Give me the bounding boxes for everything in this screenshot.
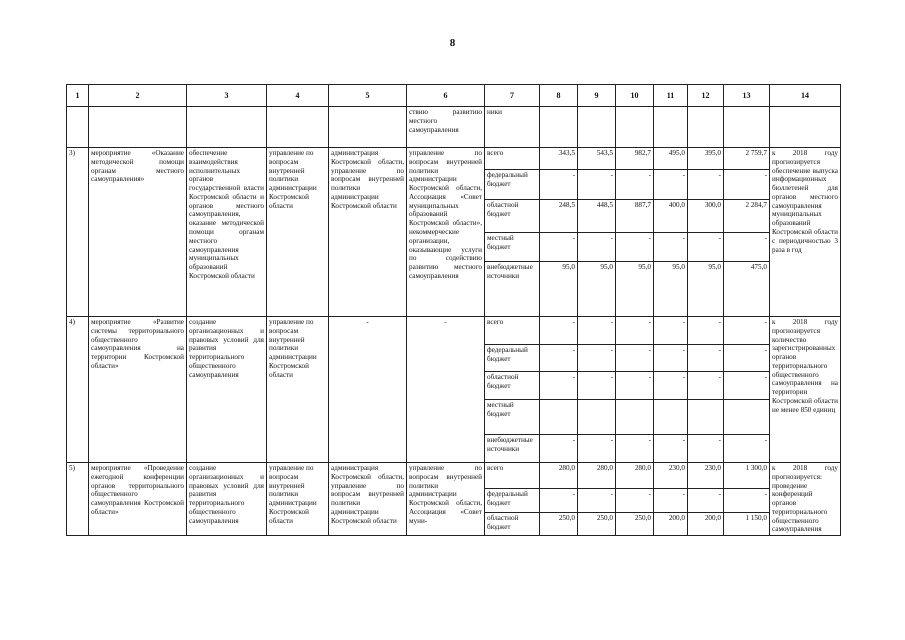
funding-source: областной бюджет <box>485 512 540 535</box>
funding-value: 400,0 <box>654 200 688 233</box>
header-cell: 8 <box>540 85 578 107</box>
funding-value <box>688 400 724 435</box>
funding-value: 95,0 <box>616 262 654 317</box>
continuation-row <box>67 107 841 148</box>
funding-value <box>654 400 688 435</box>
event-goal: создание организационных и правовых условий для развития территориального общественного самоуправления <box>187 463 267 536</box>
expected-result: к 2018 году прогнозируется: проведение конференций органов территориального общественного самоуправления <box>770 463 841 536</box>
funding-value: - <box>654 372 688 400</box>
funding-source: областной бюджет <box>485 200 540 233</box>
header-cell: 3 <box>187 85 267 107</box>
funding-value: - <box>724 372 770 400</box>
funding-source: федеральный бюджет <box>485 170 540 200</box>
funding-value: - <box>688 435 724 463</box>
funding-value <box>616 400 654 435</box>
participants: управление по вопросам внутренней политики администрации Костромской области, Ассоциация «Совет муниципальных образований Костромской области», некоммерческие организации, оказывающие услуги по содействию развитию местного самоуправления <box>407 148 485 317</box>
funding-value: 300,0 <box>688 200 724 233</box>
funding-value: 343,5 <box>540 148 578 170</box>
funding-value: - <box>724 345 770 372</box>
cont-partners: ствию развитию местного самоуправления <box>407 107 485 148</box>
funding-value: 280,0 <box>616 463 654 489</box>
funding-value: - <box>578 317 616 345</box>
funding-value: - <box>654 317 688 345</box>
header-cell: 9 <box>578 85 616 107</box>
funding-value: 280,0 <box>578 463 616 489</box>
funding-value: 95,0 <box>578 262 616 317</box>
page-number: 8 <box>449 37 456 49</box>
participants: - <box>407 317 485 463</box>
header-cell: 10 <box>616 85 654 107</box>
funding-value: - <box>616 435 654 463</box>
funding-value: - <box>540 345 578 372</box>
co-executors: - <box>329 317 407 463</box>
header-cell: 12 <box>688 85 724 107</box>
cont-source: ники <box>485 107 540 148</box>
funding-value: 495,0 <box>654 148 688 170</box>
funding-value <box>578 400 616 435</box>
event-name: мероприятие «Развитие системы территориального общественного самоуправления на территории Костромской области» <box>89 317 187 463</box>
block-number: 3) <box>67 148 89 317</box>
funding-value: - <box>616 170 654 200</box>
funding-value: - <box>654 435 688 463</box>
funding-value: - <box>654 345 688 372</box>
funding-value: - <box>540 317 578 345</box>
co-executors: администрация Костромской области, управление по вопросам внутренней политики администрации Костромской области <box>329 148 407 317</box>
funding-value: - <box>540 435 578 463</box>
funding-value: 1 300,0 <box>724 463 770 489</box>
header-cell: 7 <box>485 85 540 107</box>
funding-value: - <box>616 233 654 262</box>
funding-value: 200,0 <box>688 512 724 535</box>
table-row <box>67 148 841 170</box>
funding-value: - <box>724 489 770 512</box>
header-cell: 4 <box>267 85 329 107</box>
funding-value: - <box>654 170 688 200</box>
funding-value: 230,0 <box>654 463 688 489</box>
participants: управление по вопросам внутренней политики администрации Костромской области, Ассоциация «Совет муни- <box>407 463 485 536</box>
funding-value: - <box>688 170 724 200</box>
program-table <box>66 84 841 536</box>
funding-value: - <box>578 435 616 463</box>
event-goal: обеспечение взаимодействия исполнительных органов государственной власти Костромской области и органов местного самоуправления, оказание методической помощи органам местного самоуправления муниципальных образований Костромской области <box>187 148 267 317</box>
funding-source: всего <box>485 317 540 345</box>
funding-value: - <box>578 372 616 400</box>
funding-value: 475,0 <box>724 262 770 317</box>
header-cell: 5 <box>329 85 407 107</box>
funding-value: - <box>724 317 770 345</box>
funding-value: 448,5 <box>578 200 616 233</box>
funding-value: - <box>616 489 654 512</box>
funding-value: - <box>688 345 724 372</box>
funding-value: 95,0 <box>540 262 578 317</box>
funding-value: - <box>654 489 688 512</box>
funding-source: всего <box>485 148 540 170</box>
funding-value: 230,0 <box>688 463 724 489</box>
funding-value: - <box>688 372 724 400</box>
funding-source: федеральный бюджет <box>485 345 540 372</box>
co-executors: администрация Костромской области, управление по вопросам внутренней политики администрации Костромской области <box>329 463 407 536</box>
funding-value: - <box>578 233 616 262</box>
funding-value: - <box>688 317 724 345</box>
event-name: мероприятие «Оказание методической помощи органам местного самоуправления» <box>89 148 187 317</box>
funding-value: - <box>724 233 770 262</box>
funding-value: 95,0 <box>654 262 688 317</box>
expected-result: к 2018 году прогнозируется обеспечение выпуска информационных бюллетеней для органов местного самоуправления муниципальных образований Костромской области с периодичностью 3 раза в год <box>770 148 841 317</box>
funding-source: местный бюджет <box>485 233 540 262</box>
funding-value: 887,7 <box>616 200 654 233</box>
funding-value: 95,0 <box>688 262 724 317</box>
table-row <box>67 463 841 489</box>
funding-value: - <box>616 317 654 345</box>
funding-value: 200,0 <box>654 512 688 535</box>
funding-value: 543,5 <box>578 148 616 170</box>
funding-value: 1 150,0 <box>724 512 770 535</box>
funding-value <box>724 400 770 435</box>
event-goal: создание организационных и правовых условий для развития территориального общественного самоуправления <box>187 317 267 463</box>
responsible-executor: управление по вопросам внутренней политики администрации Костромской области <box>267 317 329 463</box>
funding-value: 2 759,7 <box>724 148 770 170</box>
funding-value: - <box>578 345 616 372</box>
event-name: мероприятие «Проведение ежегодной конференции органов территориального общественного самоуправления Костромской области» <box>89 463 187 536</box>
funding-value: - <box>540 170 578 200</box>
funding-value: 2 284,7 <box>724 200 770 233</box>
funding-value: 982,7 <box>616 148 654 170</box>
header-cell: 14 <box>770 85 841 107</box>
funding-source: всего <box>485 463 540 489</box>
funding-value: - <box>578 489 616 512</box>
funding-value: - <box>688 233 724 262</box>
funding-value: 250,0 <box>578 512 616 535</box>
funding-source: федеральный бюджет <box>485 489 540 512</box>
header-row <box>67 85 841 107</box>
funding-value: - <box>724 170 770 200</box>
funding-value: 280,0 <box>540 463 578 489</box>
funding-source: внебюджетные источники <box>485 435 540 463</box>
funding-value: - <box>578 170 616 200</box>
funding-value: - <box>540 372 578 400</box>
header-cell: 1 <box>67 85 89 107</box>
responsible-executor: управление по вопросам внутренней политики администрации Костромской области <box>267 463 329 536</box>
funding-source: областной бюджет <box>485 372 540 400</box>
funding-value: - <box>616 372 654 400</box>
header-cell: 6 <box>407 85 485 107</box>
funding-value: 250,0 <box>616 512 654 535</box>
funding-source: местный бюджет <box>485 400 540 435</box>
funding-value: - <box>688 489 724 512</box>
header-cell: 2 <box>89 85 187 107</box>
funding-value: 248,5 <box>540 200 578 233</box>
header-cell: 13 <box>724 85 770 107</box>
funding-value: 250,0 <box>540 512 578 535</box>
funding-value: - <box>724 435 770 463</box>
funding-value: - <box>540 233 578 262</box>
funding-value <box>540 400 578 435</box>
header-cell: 11 <box>654 85 688 107</box>
expected-result: к 2018 году прогнозируется количество зарегистрированных органов территориального общественного самоуправления на территории Костромской области не менее 850 единиц <box>770 317 841 463</box>
funding-value: 395,0 <box>688 148 724 170</box>
table-row <box>67 317 841 345</box>
responsible-executor: управление по вопросам внутренней политики администрации Костромской области <box>267 148 329 317</box>
funding-value: - <box>654 233 688 262</box>
block-number: 4) <box>67 317 89 463</box>
funding-source: внебюджетные источники <box>485 262 540 317</box>
funding-value: - <box>540 489 578 512</box>
funding-value: - <box>616 345 654 372</box>
block-number: 5) <box>67 463 89 536</box>
